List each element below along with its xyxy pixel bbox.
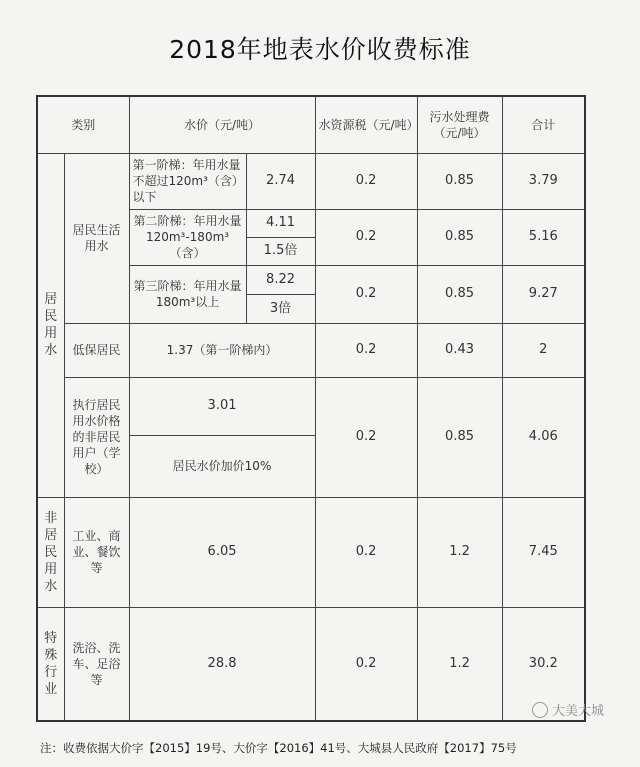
tier2-total: 5.16 xyxy=(502,209,585,265)
tier1-desc: 第一阶梯：年用水量不超过120m³（含）以下 xyxy=(129,153,246,209)
tier1-total: 3.79 xyxy=(502,153,585,209)
school-price: 3.01 xyxy=(129,377,315,435)
low-income-price: 1.37（第一阶梯内） xyxy=(129,323,315,377)
page-title: 2018年地表水价收费标准 xyxy=(169,35,471,64)
row-label-living: 居民生活用水 xyxy=(64,153,129,323)
row-label-low-income: 低保居民 xyxy=(64,323,129,377)
school-note: 居民水价加价10% xyxy=(129,435,315,497)
table-row xyxy=(37,607,585,721)
tier3-total: 9.27 xyxy=(502,265,585,323)
tier3-multiple: 3倍 xyxy=(246,294,315,323)
industry-price: 6.05 xyxy=(129,497,315,607)
tier2-tax: 0.2 xyxy=(315,209,417,265)
industry-sewage: 1.2 xyxy=(417,497,502,607)
tier2-desc: 第二阶梯：年用水量120m³-180m³（含） xyxy=(129,209,246,265)
school-total: 4.06 xyxy=(502,377,585,497)
tier3-tax: 0.2 xyxy=(315,265,417,323)
group-non-residential: 非居民用水 xyxy=(37,497,64,607)
bath-price: 28.8 xyxy=(129,607,315,721)
industry-total: 7.45 xyxy=(502,497,585,607)
tier3-desc: 第三阶梯：年用水量180m³以上 xyxy=(129,265,246,323)
tier1-sewage: 0.85 xyxy=(417,153,502,209)
tier2-multiple: 1.5倍 xyxy=(246,237,315,265)
header-water-price: 水价（元/吨） xyxy=(129,96,315,153)
row-label-bath: 洗浴、洗车、足浴等 xyxy=(64,607,129,721)
bath-tax: 0.2 xyxy=(315,607,417,721)
tier1-price: 2.74 xyxy=(246,153,315,209)
header-sewage-fee: 污水处理费（元/吨） xyxy=(417,96,502,153)
header-resource-tax: 水资源税（元/吨） xyxy=(315,96,417,153)
table-row xyxy=(37,497,585,607)
bath-total: 30.2 xyxy=(502,607,585,721)
tier2-price: 4.11 xyxy=(246,209,315,237)
watermark xyxy=(532,700,604,719)
table-row xyxy=(37,377,585,435)
table-row xyxy=(37,323,585,377)
low-income-total: 2 xyxy=(502,323,585,377)
bath-sewage: 1.2 xyxy=(417,607,502,721)
school-tax: 0.2 xyxy=(315,377,417,497)
row-label-school: 执行居民用水价格的非居民用户（学校） xyxy=(64,377,129,497)
tier3-price: 8.22 xyxy=(246,265,315,294)
tier3-sewage: 0.85 xyxy=(417,265,502,323)
low-income-sewage: 0.43 xyxy=(417,323,502,377)
industry-tax: 0.2 xyxy=(315,497,417,607)
row-label-industry: 工业、商业、餐饮等 xyxy=(64,497,129,607)
low-income-tax: 0.2 xyxy=(315,323,417,377)
tier2-sewage: 0.85 xyxy=(417,209,502,265)
watermark-text: 大美大城 xyxy=(552,704,605,719)
table-header-row xyxy=(37,96,585,153)
school-sewage: 0.85 xyxy=(417,377,502,497)
header-category: 类别 xyxy=(37,96,129,153)
group-special: 特殊行业 xyxy=(37,607,64,721)
footnote: 注：收费依据大价字【2015】19号、大价字【2016】41号、大城县人民政府【2017】75号 xyxy=(40,741,517,755)
water-fee-table xyxy=(36,95,586,722)
header-total: 合计 xyxy=(502,96,585,153)
tier1-tax: 0.2 xyxy=(315,153,417,209)
wechat-icon xyxy=(532,702,548,718)
group-residential: 居民用水 xyxy=(37,153,64,497)
table-row xyxy=(37,153,585,209)
